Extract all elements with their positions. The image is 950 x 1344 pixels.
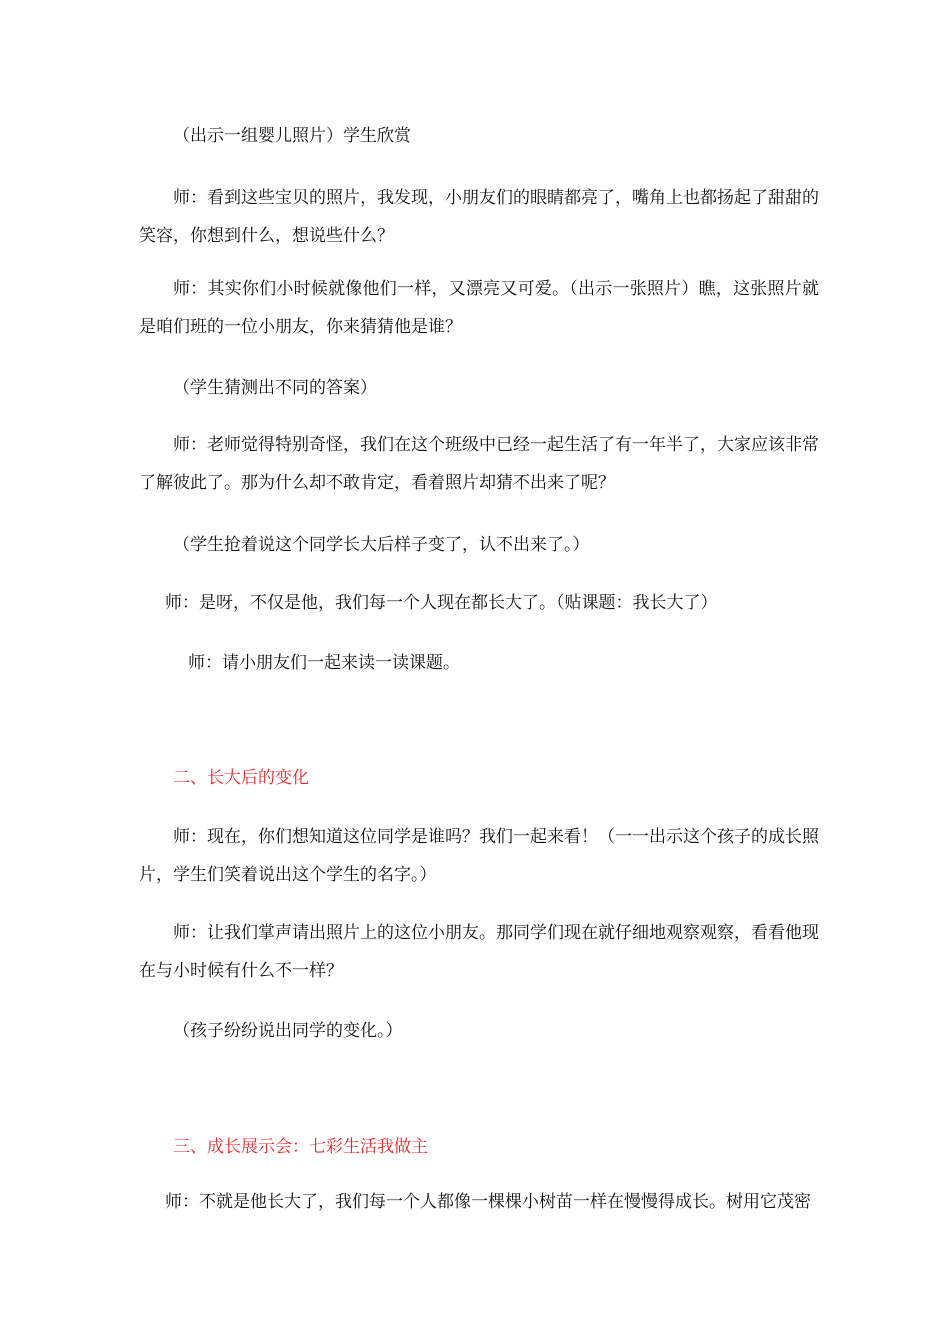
- paragraph: （孩子纷纷说出同学的变化。）: [173, 1021, 403, 1041]
- paragraph: （出示一组婴儿照片）学生欣赏: [173, 126, 411, 146]
- paragraph: 师：让我们掌声请出照片上的这位小朋友。那同学们现在就仔细地观察观察，看看他现在与小时候有什么不一样？: [139, 923, 819, 981]
- section-heading: 三、成长展示会：七彩生活我做主: [173, 1137, 428, 1157]
- paragraph: 师：是呀，不仅是他，我们每一个人现在都长大了。（贴课题：我长大了）: [165, 593, 718, 613]
- paragraph: 师：不就是他长大了，我们每一个人都像一棵棵小树苗一样在慢慢得成长。树用它茂密: [165, 1192, 811, 1212]
- paragraph: 师：现在，你们想知道这位同学是谁吗？我们一起来看！（一一出示这个孩子的成长照片，学生们笑着说出这个学生的名字。）: [139, 827, 819, 885]
- paragraph: 师：老师觉得特别奇怪，我们在这个班级中已经一起生活了有一年半了，大家应该非常了解彼此了。那为什么却不敢肯定，看着照片却猜不出来了呢？: [139, 435, 819, 493]
- section-heading: 二、长大后的变化: [173, 768, 309, 788]
- paragraph: 师：请小朋友们一起来读一读课题。: [188, 653, 460, 673]
- paragraph: 师：看到这些宝贝的照片，我发现，小朋友们的眼睛都亮了，嘴角上也都扬起了甜甜的笑容，你想到什么，想说些什么？: [139, 188, 819, 246]
- paragraph: （学生猜测出不同的答案）: [173, 378, 377, 398]
- paragraph: （学生抢着说这个同学长大后样子变了，认不出来了。）: [173, 535, 590, 555]
- paragraph: 师：其实你们小时候就像他们一样，又漂亮又可爱。（出示一张照片）瞧，这张照片就是咱们班的一位小朋友，你来猜猜他是谁？: [139, 279, 819, 337]
